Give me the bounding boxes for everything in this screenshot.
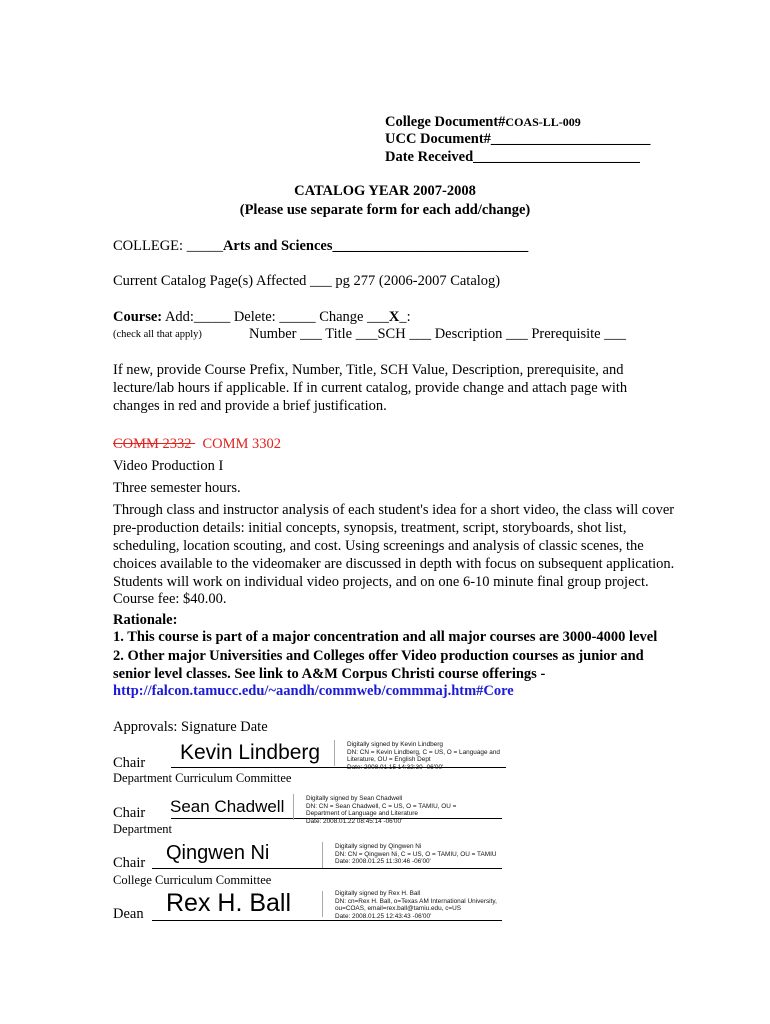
instructions-paragraph: If new, provide Course Prefix, Number, Title, SCH Value, Description, prerequisite, and lecture/lab hours if applicable. If in current catalog, provide change and attach page with changes in red and provide a brief justification. bbox=[113, 362, 628, 414]
signer-1-mark bbox=[334, 740, 344, 766]
signer-4-signature: Rex H. Ball bbox=[166, 889, 292, 917]
signer-3-role: Chair bbox=[113, 855, 146, 871]
change-type-line: Number ___ Title ___SCH ___ Description ___ Prerequisite ___ bbox=[249, 326, 626, 342]
signer-1-digital-signature: Digitally signed by Kevin Lindberg DN: CN = Kevin Lindberg, C = US, O = Language and Literature, OU = English Dept Date: 2008.01.15 14:32:30 -06'00' bbox=[347, 741, 500, 771]
signer-4-digital-signature: Digitally signed by Rex H. Ball DN: cn=Rex H. Ball, o=Texas AM International University, ou=COAS, email=rex.ball@tamiu.edu, c=US Date: 2008.01.25 12:43:43 -06'00' bbox=[335, 890, 497, 920]
signer-2-mark bbox=[293, 794, 303, 820]
signer-4-mark bbox=[322, 891, 332, 917]
form-instruction: (Please use separate form for each add/change) bbox=[239, 202, 531, 218]
signer-2-committee: Department bbox=[113, 822, 173, 836]
approvals-heading: Approvals: Signature Date bbox=[113, 719, 268, 735]
signer-3-mark bbox=[322, 842, 332, 868]
college-label: COLLEGE: _____ bbox=[113, 238, 223, 254]
signer-3-committee: College Curriculum Committee bbox=[113, 873, 272, 887]
new-course-number: COMM 3302 bbox=[202, 436, 281, 452]
course-number-change bbox=[113, 436, 281, 453]
signer-1-role: Chair bbox=[113, 755, 146, 771]
course-title: Video Production I bbox=[113, 458, 224, 474]
course-action-end: _: bbox=[399, 309, 411, 325]
college-document-label: College Document# bbox=[385, 114, 506, 130]
course-fee: Course fee: $40.00. bbox=[113, 591, 227, 607]
signer-3-signature: Qingwen Ni bbox=[166, 842, 270, 864]
course-hours: Three semester hours. bbox=[113, 480, 241, 496]
signer-2-signature: Sean Chadwell bbox=[170, 797, 285, 816]
course-action-line bbox=[113, 309, 411, 326]
college-document-number: COAS-LL-009 bbox=[505, 115, 581, 129]
course-description: Through class and instructor analysis of each student's idea for a short video, the class will cover pre-production details: initial concepts, synopsis, treatment, script, storyboards, shot list, scheduling, location scouting, and cost. Using screenings and analysis of classic scenes, the choices available to the videomaker are discussed in depth with focus on subsequent application. Students will work on individual video projects, and on one 6-10 minute final group project. bbox=[113, 502, 675, 590]
signer-1-signature: Kevin Lindberg bbox=[180, 741, 321, 764]
rationale-label: Rationale: bbox=[113, 612, 178, 628]
ucc-document-line: UCC Document#______________________ bbox=[385, 131, 651, 147]
signer-3-digital-signature: Digitally signed by Qingwen Ni DN: CN = Qingwen Ni, C = US, O = TAMIU, OU = TAMIU Date: 2008.01.25 11:30:46 -06'00' bbox=[335, 843, 497, 866]
rationale-point-2: 2. Other major Universities and Colleges offer Video production courses as junior and senior level classes. See link to A&M Corpus Christi course offerings - bbox=[113, 648, 644, 682]
college-document-line bbox=[385, 114, 581, 131]
date-received-line: Date Received_______________________ bbox=[385, 149, 640, 165]
rationale-point-1: 1. This course is part of a major concentration and all major courses are 3000-4000 level bbox=[113, 629, 658, 645]
check-all-note: (check all that apply) bbox=[113, 329, 202, 340]
rationale-link[interactable]: http://falcon.tamucc.edu/~aandh/commweb/commmaj.htm#Core bbox=[113, 683, 514, 699]
pages-affected-line: Current Catalog Page(s) Affected ___ pg 277 (2006-2007 Catalog) bbox=[113, 273, 501, 289]
signer-2-digital-signature: Digitally signed by Sean Chadwell DN: CN = Sean Chadwell, C = US, O = TAMIU, OU = Department of Language and Literature Date: 2008.01.22 08:45:14 -06'00' bbox=[306, 795, 457, 825]
old-course-number: COMM 2332 bbox=[113, 436, 196, 452]
course-action-options: Add:_____ Delete: _____ Change ___ bbox=[162, 309, 389, 325]
signer-2-role: Chair bbox=[113, 805, 146, 821]
college-line bbox=[113, 238, 528, 255]
signer-3-signature-line bbox=[152, 868, 502, 869]
change-mark: X bbox=[388, 309, 400, 325]
catalog-year-heading: CATALOG YEAR 2007-2008 bbox=[294, 183, 476, 199]
college-value: Arts and Sciences___________________________ bbox=[222, 238, 529, 254]
signer-4-role: Dean bbox=[113, 906, 144, 922]
signer-1-committee: Department Curriculum Committee bbox=[113, 771, 292, 785]
course-label: Course: bbox=[113, 309, 163, 325]
